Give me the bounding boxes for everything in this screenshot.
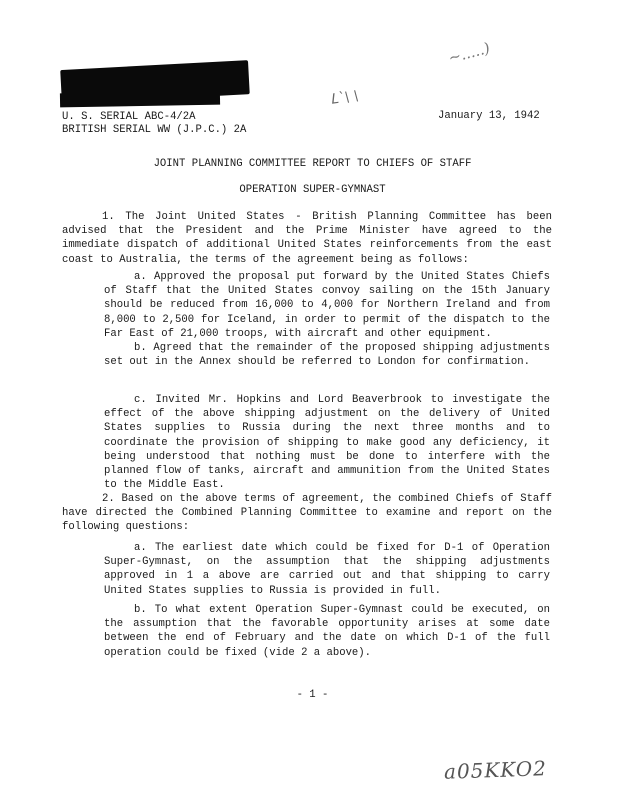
paragraph-1a: a. Approved the proposal put forward by the United States Chiefs of Staff that the United States convoy sailing on the 15th January should be reduced from 16,000 to 4,000 for Northern Ireland and from 8,000 to 2,500 for Iceland, in order to permit of the dispatch to the Far East of 21,000 troops, with aircraft and other equipment. <box>104 271 550 340</box>
paragraph-1b: b. Agreed that the remainder of the proposed shipping adjustments set out in the Annex should be referred to London for confirmation. <box>104 342 550 369</box>
handwritten-mark-middle: ᒪ`\ \ <box>329 88 360 108</box>
redaction-bar-lower <box>60 91 220 108</box>
paragraph-2: 2. Based on the above terms of agreement, the combined Chiefs of Staff have directed the Combined Planning Committee to examine and report on the following questions: <box>62 493 552 534</box>
document-date: January 13, 1942 <box>438 110 540 122</box>
document-title: JOINT PLANNING COMMITTEE REPORT TO CHIEFS OF STAFF <box>153 158 472 170</box>
page-number: - 1 - <box>296 689 329 701</box>
paragraph-2a: a. The earliest date which could be fixed for D-1 of Operation Super-Gymnast, on the assumption that the shipping adjustments approved in 1 a above are carried out and that shipping to carry United States supplies to Russia is provided in full. <box>104 542 550 597</box>
paragraph-1: 1. The Joint United States - British Planning Committee has been advised that the President and the Prime Minister have agreed to the immediate dispatch of additional United States reinforcements from the east coast to Australia, the terms of the agreement being as follows: <box>62 211 552 266</box>
handwritten-mark-top: ~.....) <box>446 38 492 68</box>
paragraph-2b: b. To what extent Operation Super-Gymnast could be executed, on the assumption that the favorable opportunity arises at some date between the end of February and the date on which D-1 of the full operation could be fixed (vide 2 a above). <box>104 604 550 659</box>
handwritten-archive-code: a05KKO2 <box>443 756 548 784</box>
us-serial: U. S. SERIAL ABC-4/2A <box>62 111 196 123</box>
document-subtitle: OPERATION SUPER-GYMNAST <box>239 184 386 196</box>
british-serial: BRITISH SERIAL WW (J.P.C.) 2A <box>62 124 247 136</box>
paragraph-1c: c. Invited Mr. Hopkins and Lord Beaverbrook to investigate the effect of the above shipping adjustment on the delivery of United States supplies to Russia during the next three months and to coordinate the provision of shipping to make good any deficiency, it being understood that nothing must be done to interfere with the planned flow of tanks, aircraft and ammunition from the United States to the Middle East. <box>104 394 550 492</box>
